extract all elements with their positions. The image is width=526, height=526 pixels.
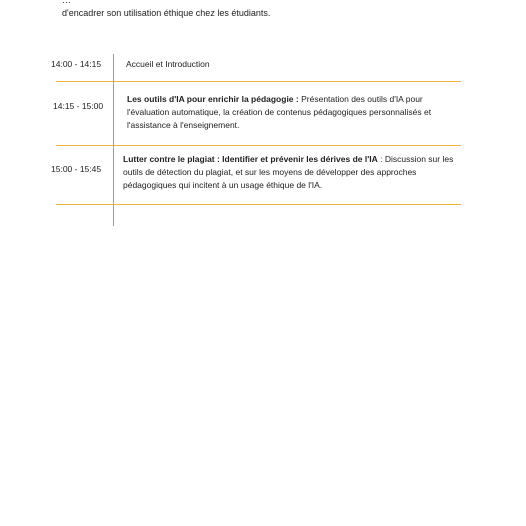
schedule-item-2-description: Présentation des outils d'IA pour l'évaluation automatique, la création de contenus pédagogiques personnalisés et l'assistance à l'enseignement. <box>127 94 432 130</box>
schedule-item-3-title: Lutter contre le plagiat : Identifier et prévenir les dérives de l'IA <box>123 154 378 164</box>
column-divider <box>113 54 114 226</box>
schedule-item-3-separator: : <box>377 154 385 164</box>
row-divider <box>56 204 461 205</box>
intro-paragraph <box>62 0 482 20</box>
schedule-time-1: 14:00 - 14:15 <box>51 59 102 69</box>
schedule-item-1 <box>126 58 456 71</box>
schedule-item-3 <box>123 153 458 192</box>
schedule-item-3-description: Discussion sur les outils de détection du plagiat, et sur les moyens de développer des approches pédagogiques qui incitent à un usage éthique de l'IA. <box>123 154 454 190</box>
row-divider <box>56 145 461 146</box>
schedule-time-2: 14:15 - 15:00 <box>53 101 104 111</box>
schedule-item-2-title: Les outils d'IA pour enrichir la pédagogie : <box>127 94 299 104</box>
intro-line-1: … <box>62 0 71 5</box>
row-divider <box>56 81 461 82</box>
schedule-item-2 <box>127 93 455 132</box>
intro-line-2: d'encadrer son utilisation éthique chez les étudiants. <box>62 8 271 18</box>
schedule-time-3: 15:00 - 15:45 <box>51 164 102 174</box>
schedule-item-1-description: Accueil et Introduction <box>126 59 210 69</box>
